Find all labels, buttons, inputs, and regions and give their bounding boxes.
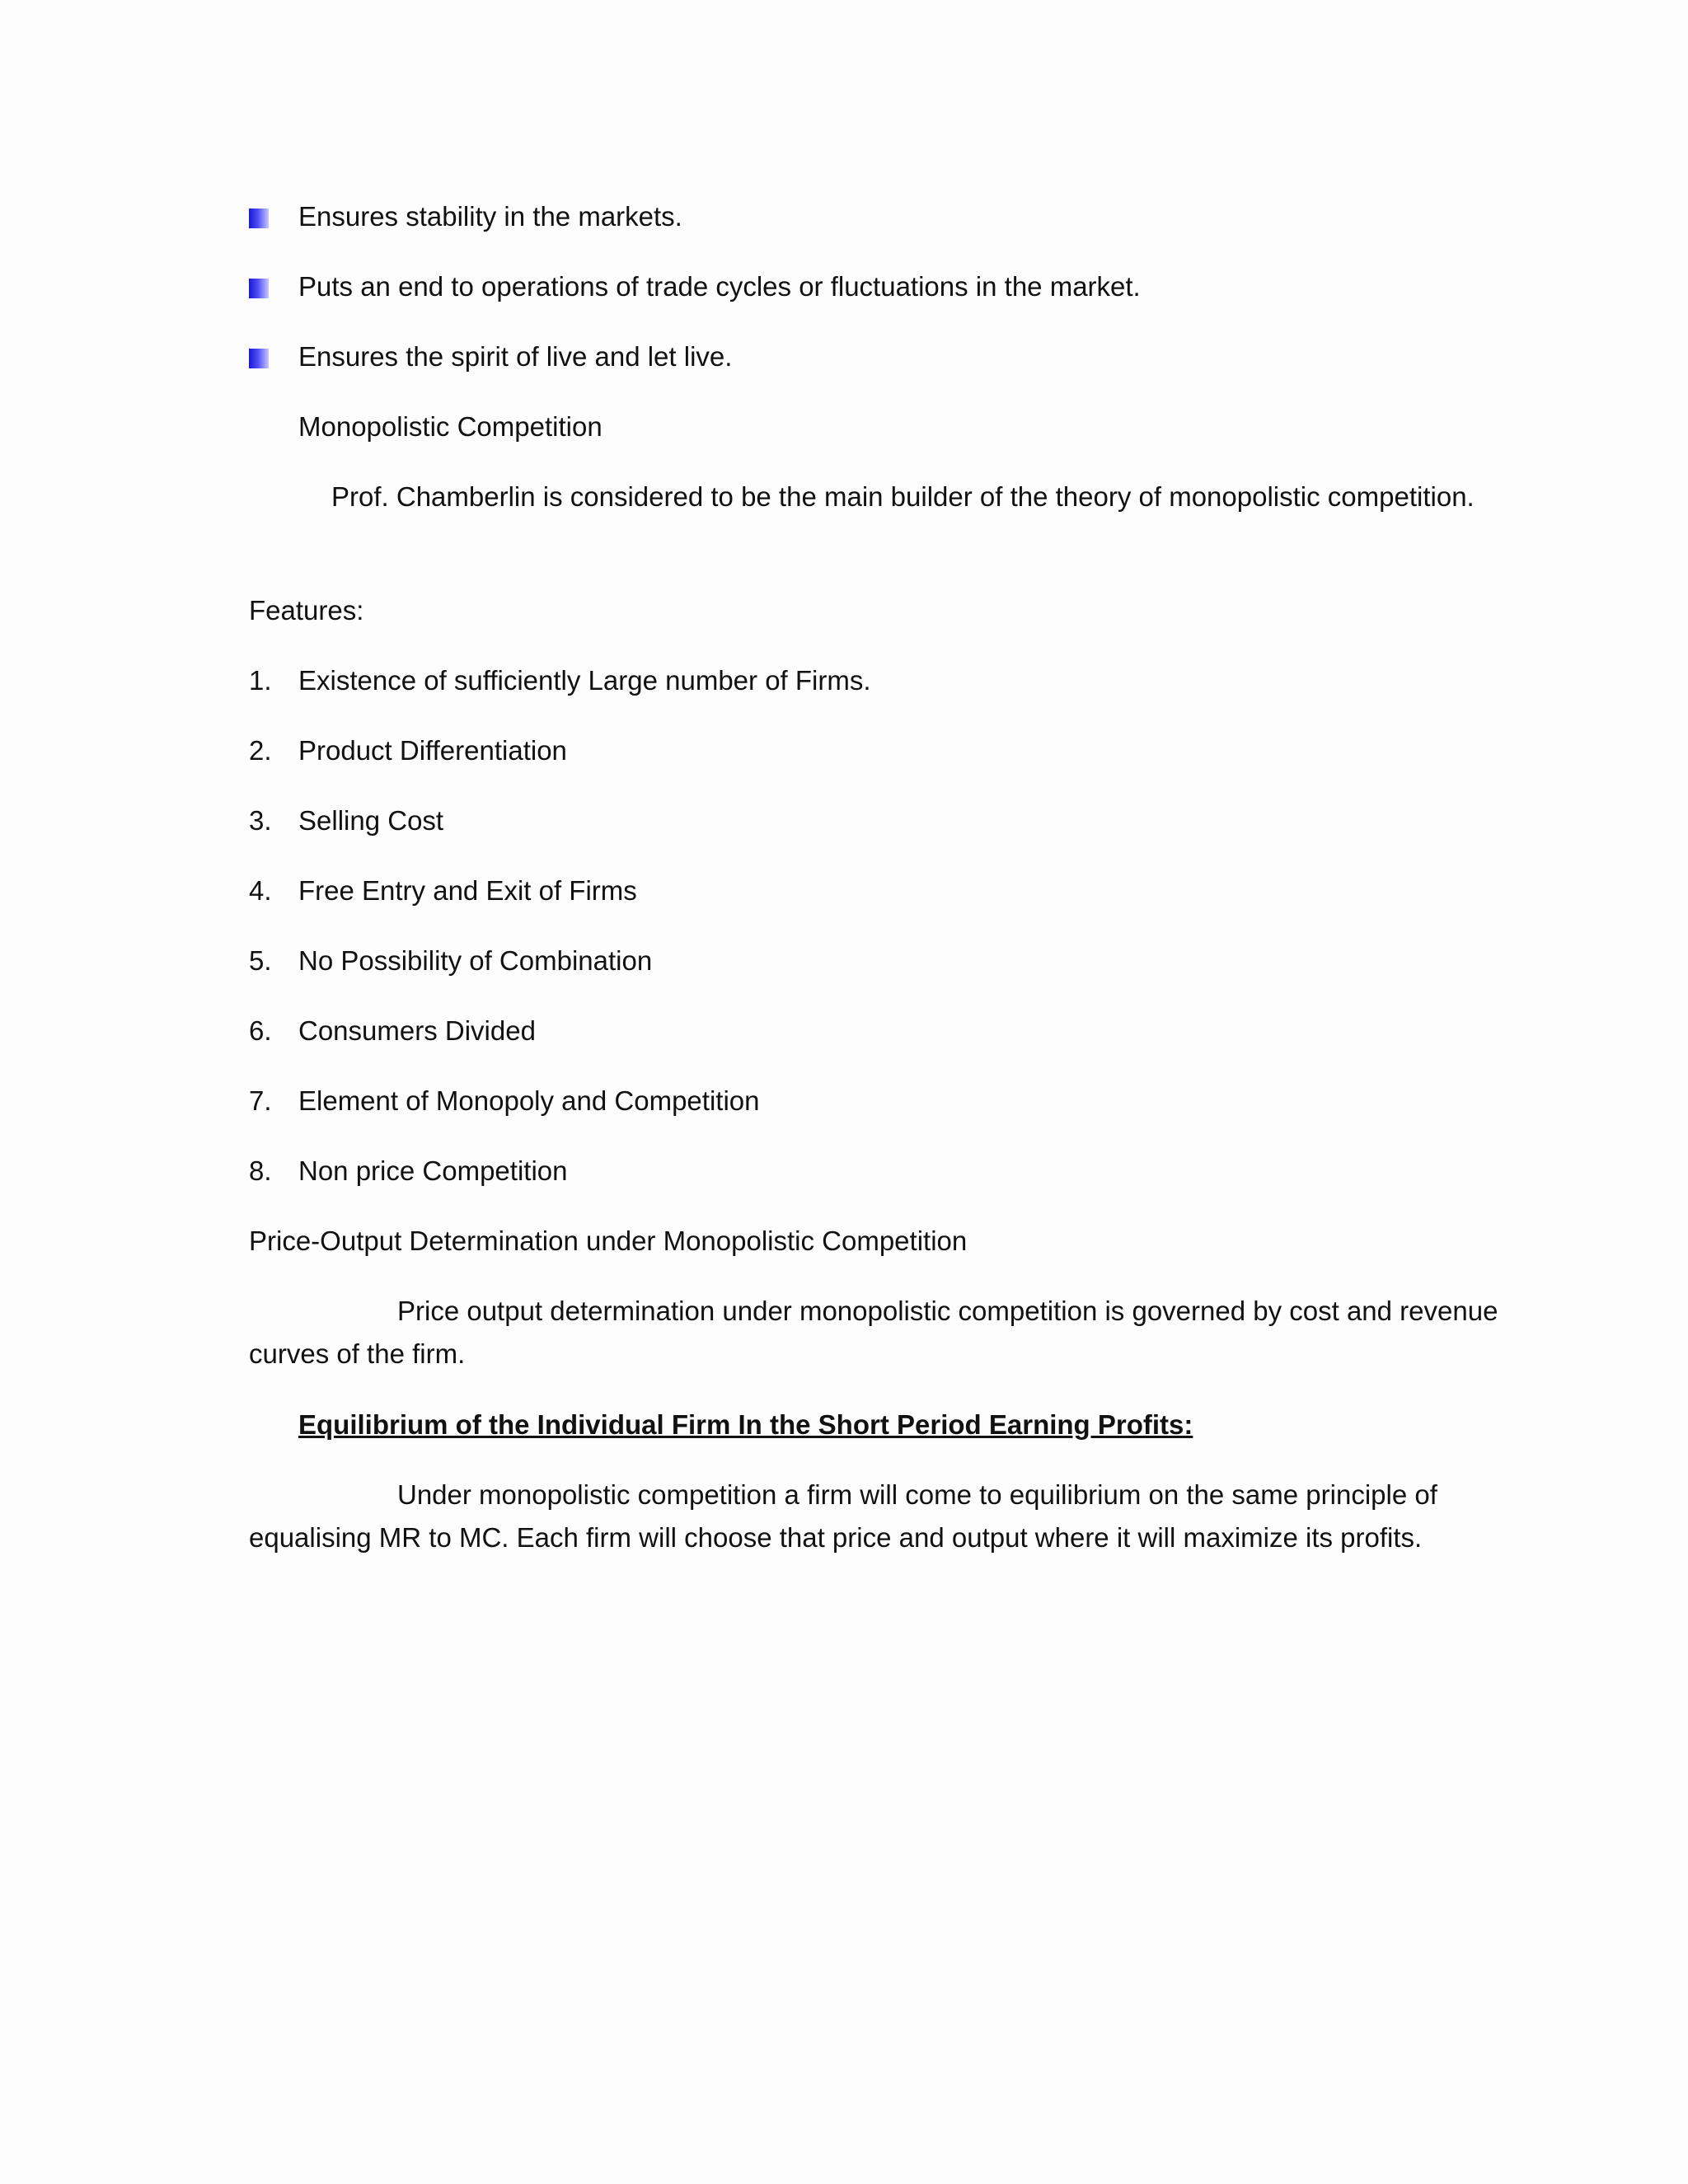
square-bullet-icon [249,349,269,368]
list-number: 1. [249,665,272,696]
bullet-text: Ensures stability in the markets. [298,201,682,232]
equilibrium-paragraph: Under monopolistic competition a firm will come to equilibrium on the same principle of equalising MR to MC. Each firm will choose that price and output where it will maximize its profits. [249,1479,1437,1553]
intro-paragraph: Prof. Chamberlin is considered to be the main builder of the theory of monopolistic competition. [331,481,1475,512]
list-number: 2. [249,735,272,766]
list-number: 4. [249,875,272,906]
feature-text: Free Entry and Exit of Firms [298,875,637,906]
square-bullet-icon [249,209,269,228]
feature-text: Consumers Divided [298,1015,536,1046]
price-output-heading: Price-Output Determination under Monopolistic Competition [249,1226,968,1256]
feature-text: Selling Cost [298,805,444,836]
feature-text: Non price Competition [298,1155,568,1186]
feature-text: Existence of sufficiently Large number of Firms. [298,665,871,696]
feature-text: Element of Monopoly and Competition [298,1085,760,1116]
feature-text: No Possibility of Combination [298,945,653,976]
feature-text: Product Differentiation [298,735,567,766]
features-label: Features: [249,595,364,626]
bullet-text: Ensures the spirit of live and let live. [298,341,733,372]
list-number: 8. [249,1155,272,1186]
section-subheading: Monopolistic Competition [298,411,603,442]
list-number: 7. [249,1085,272,1116]
square-bullet-icon [249,279,269,298]
price-output-paragraph: Price output determination under monopolistic competition is governed by cost and revenue curves of the firm. [249,1296,1498,1369]
bullet-text: Puts an end to operations of trade cycles or fluctuations in the market. [298,271,1141,302]
list-number: 5. [249,945,272,976]
list-number: 3. [249,805,272,836]
list-number: 6. [249,1015,272,1046]
equilibrium-heading: Equilibrium of the Individual Firm In the Short Period Earning Profits: [298,1409,1193,1440]
